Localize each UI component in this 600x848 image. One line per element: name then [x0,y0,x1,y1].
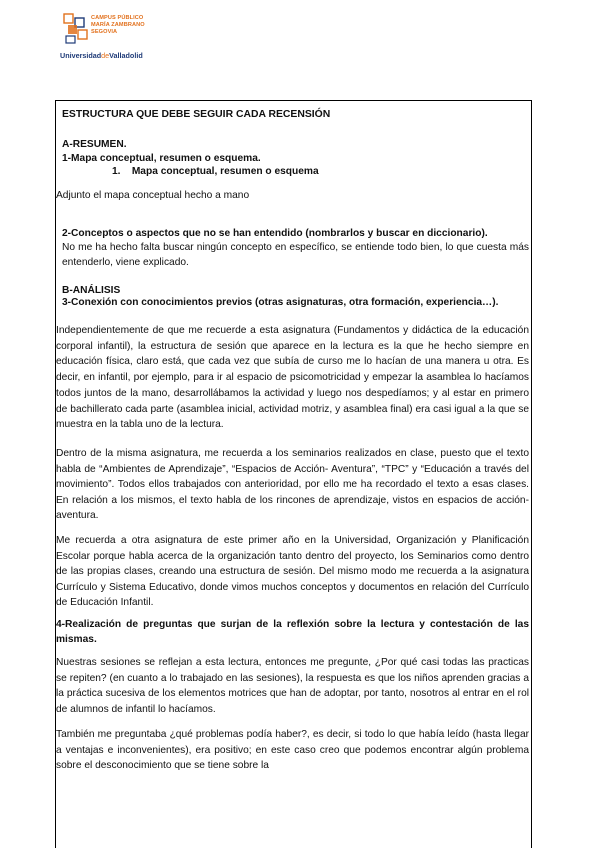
university-logo [60,12,180,62]
campus-name: CAMPUS PÚBLICO MARÍA ZAMBRANO SEGOVIA [91,15,145,35]
page-title: ESTRUCTURA QUE DEBE SEGUIR CADA RECENSIÓN [62,109,331,120]
campus-logo-icon [60,12,90,46]
university-name: UniversidaddeValladolid [60,51,143,60]
answer-1: Adjunto el mapa conceptual hecho a mano [56,190,250,201]
numbered-item: 1. Mapa conceptual, resumen o esquema [112,166,319,177]
paragraph-3: Me recuerda a otra asignatura de este primer año en la Universidad, Organización y Planificación Escolar porque habla acerca de la organización tanto dentro del proyecto, los Seminarios como dentro de las propias clases, creando una estructura de sesión. Del mismo modo me recuerda a la asignatura Currículo y Sistema Educativo, donde vimos muchos conceptos y documentos en relación del Currículo de Educación Infantil. [56,535,529,609]
answer-2: No me ha hecho falta buscar ningún concepto en específico, se entiende todo bien, lo que cuesta más entenderlo, viene explicado. [62,242,529,268]
item-2-heading: 2-Conceptos o aspectos que no se han entendido (nombrarlos y buscar en diccionario). [62,228,488,239]
section-a-heading: A-RESUMEN. [62,139,127,150]
item-1-heading: 1-Mapa conceptual, resumen o esquema. [62,153,261,164]
paragraph-2: Dentro de la misma asignatura, me recuerda a los seminarios realizados en clase, puesto que el texto habla de “Ambientes de Aprendizaje”, “Espacios de Acción- Aventura”, “TPC” y “Educación a través del movimiento”. Todos ellos trabajados con anterioridad, por ello me ha recordado el texto a esas clases. En relación a los mismos, el texto habla de los rincones de aprendizaje, vistos en espacios de acción- aventura. [56,448,529,522]
paragraph-4: Nuestras sesiones se reflejan a esta lectura, entonces me pregunte, ¿Por qué casi todas las practicas se repiten? (en cuanto a lo trabajado en las sesiones), la respuesta es que los niños aprenden gracias a la práctica sucesiva de los elementos motrices que han de adoptar, por tanto, nosotros al entrar en el rol de alumnos de infantil lo hacíamos. [56,657,529,715]
paragraph-5: También me preguntaba ¿qué problemas podía haber?, es decir, si todo lo que había leído (hasta llegar a ventajas e inconvenientes), era positivo; en este caso creo que podemos encontrar algún problema sobre el desconocimiento que se tiene sobre la [56,729,529,772]
item-3-heading: 3-Conexión con conocimientos previos (otras asignaturas, otra formación, experiencia…). [62,297,499,308]
paragraph-1: Independientemente de que me recuerde a esta asignatura (Fundamentos y didáctica de la educación corporal infantil), la estructura de sesión que aparece en la lectura es la que he hecho siempre en educación física, claro está, que cada vez que subía de curso me lo hacían de una manera u otra. Es decir, en infantil, por ejemplo, para ir al espacio de psicomotricidad y empezar la asamblea lo hacíamos todos juntos de la mano, desarrollábamos la actividad y luego nos despedíamos; y al estar en primero de bachillerato cada parte (asamblea inicial, actividad motriz, y asamblea final) era casi igual a la que se muestra en la tabla uno de la lectura. [56,325,529,431]
item-4-heading: 4-Realización de preguntas que surjan de la reflexión sobre la lectura y contestación de las mismas. [56,619,529,645]
section-b-heading: B-ANÁLISIS [62,285,121,296]
